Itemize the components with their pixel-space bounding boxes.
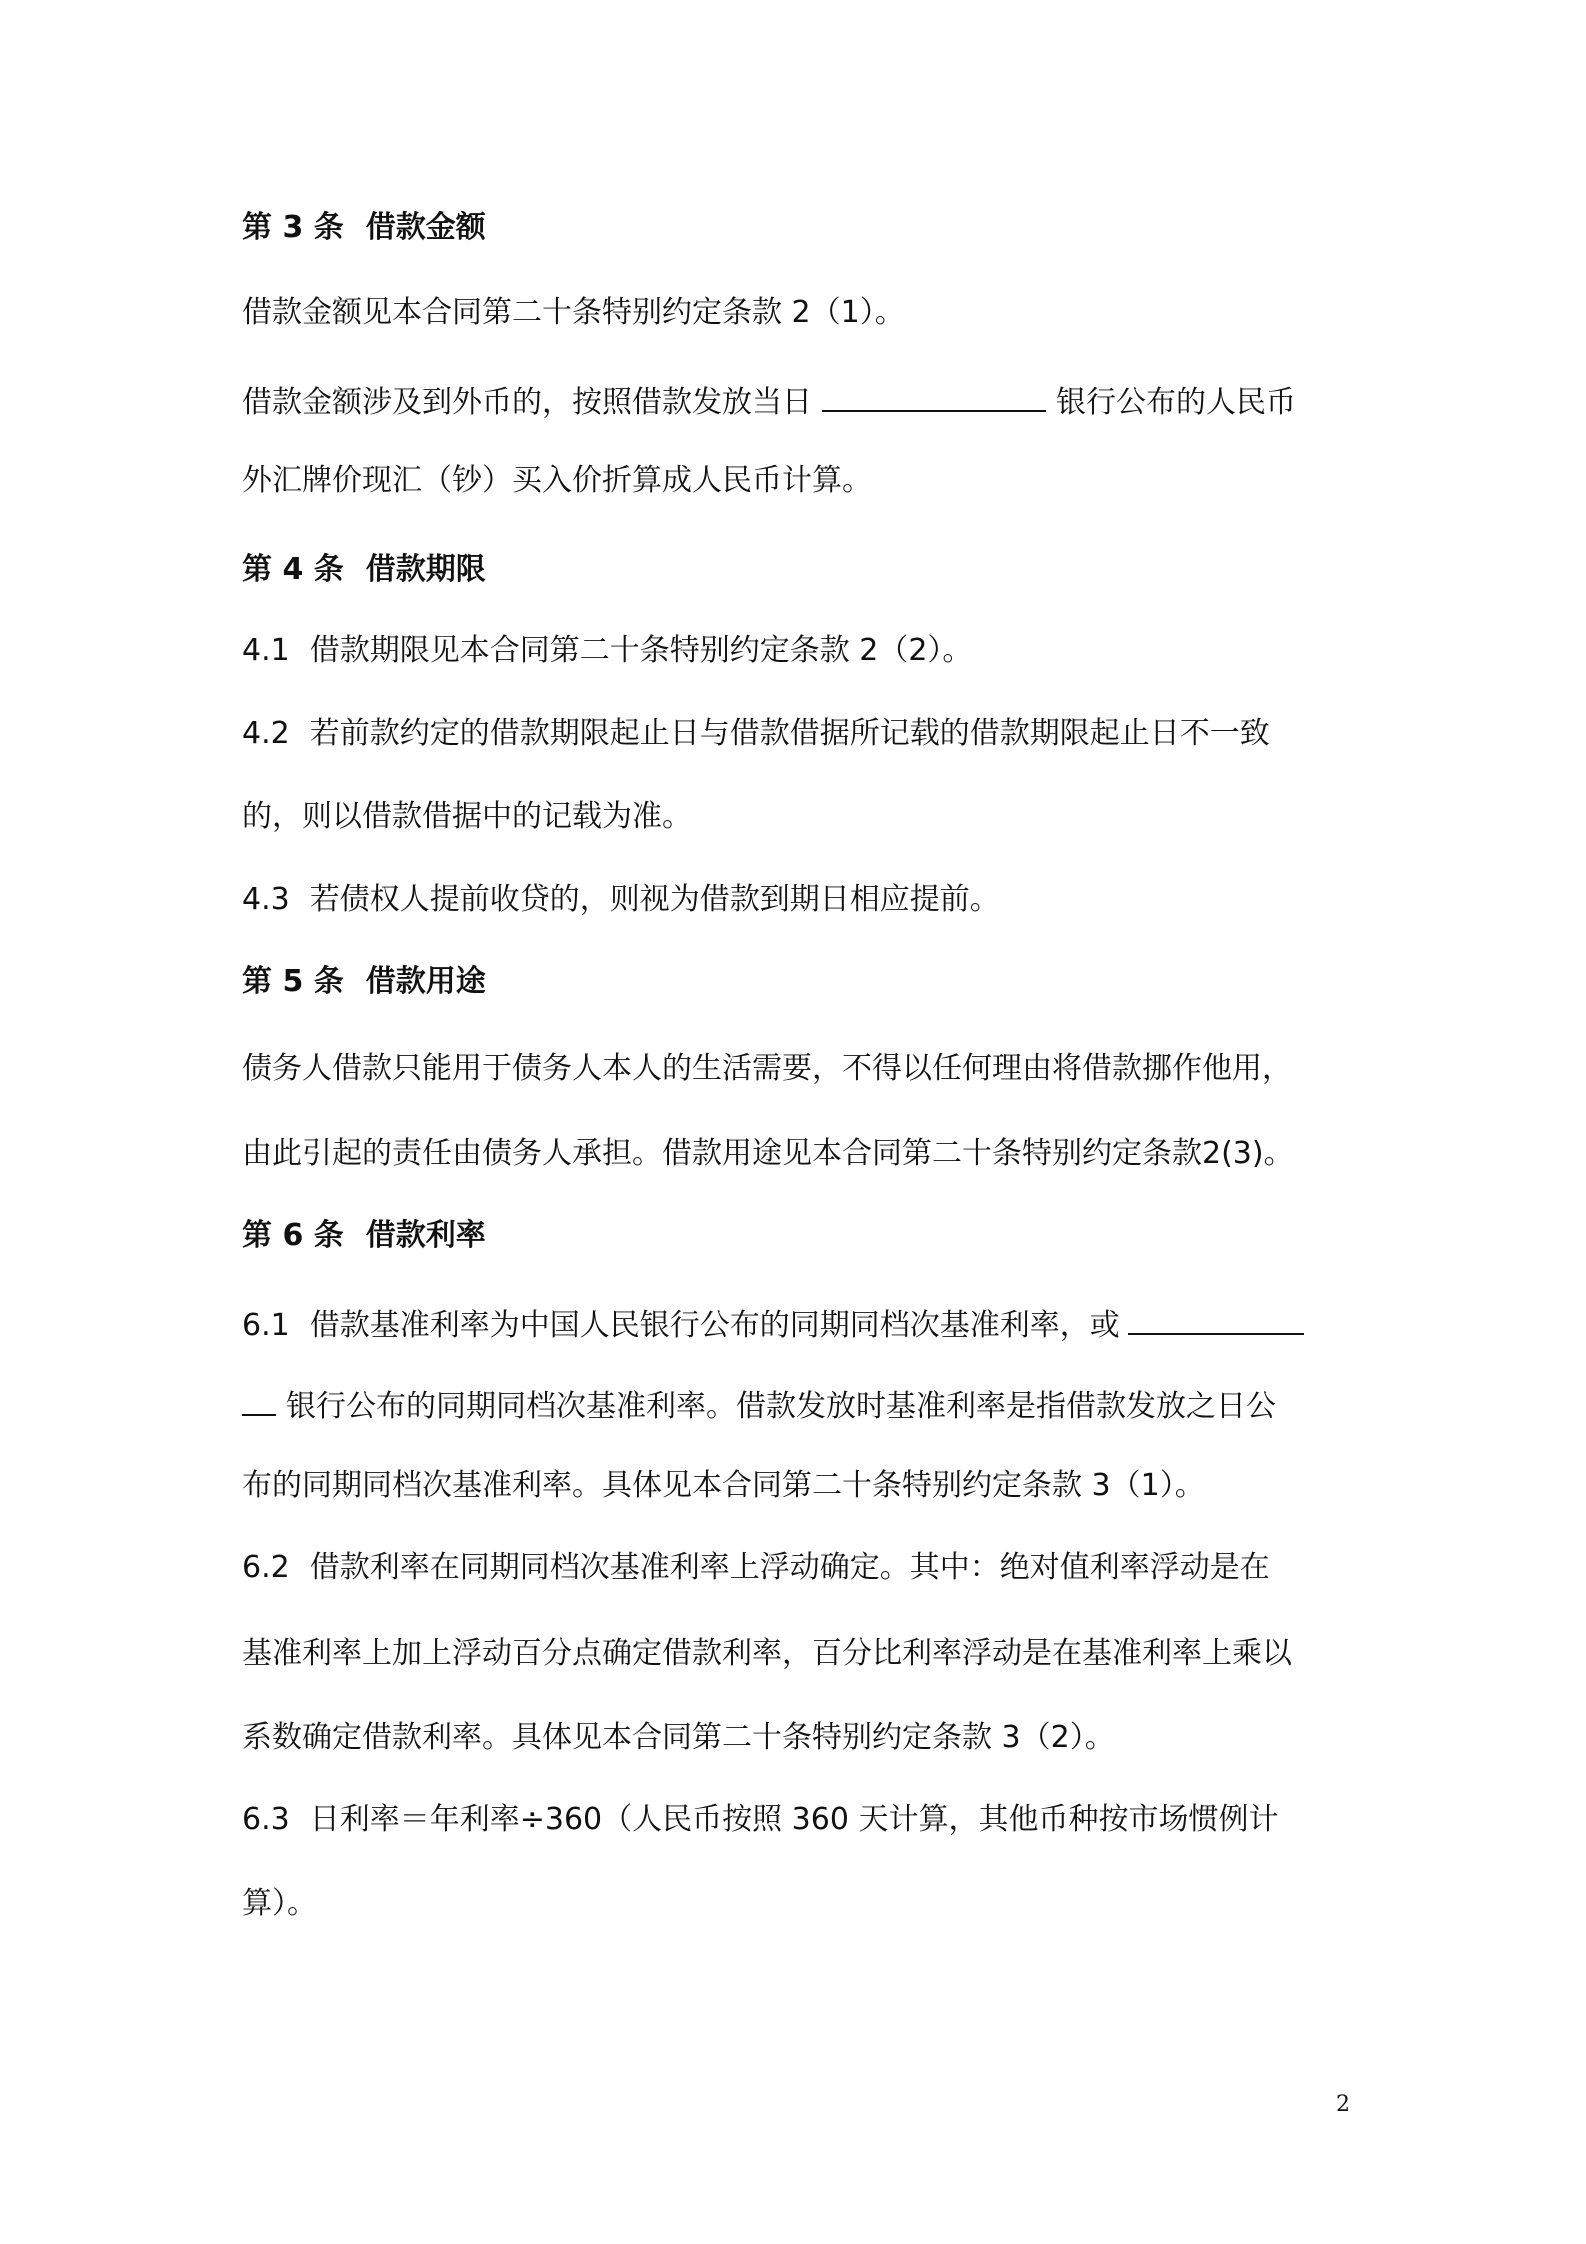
clause-6-2-continuation: 基准利率上加上浮动百分点确定借款利率，百分比利率浮动是在基准利率上乘以 bbox=[242, 1636, 1292, 1671]
paragraph: 借款金额见本合同第二十条特别约定条款 2（1）。 bbox=[242, 295, 905, 330]
clause-6-2-continuation: 系数确定借款利率。具体见本合同第二十条特别约定条款 3（2）。 bbox=[242, 1720, 1115, 1755]
article-5-heading bbox=[242, 962, 486, 1002]
article-title: 借款利率 bbox=[365, 1218, 486, 1253]
text-segment: 银行公布的人民币 bbox=[1056, 385, 1296, 420]
clause-number: 6.2 bbox=[242, 1550, 290, 1585]
paragraph bbox=[242, 380, 1296, 423]
clause-text: 若前款约定的借款期限起止日与借款借据所记载的借款期限起止日不一致 bbox=[309, 716, 1270, 751]
clause-6-1 bbox=[242, 1303, 1304, 1346]
clause-4-2-continuation: 的，则以借款借据中的记载为准。 bbox=[242, 799, 692, 834]
clause-text: 借款期限见本合同第二十条特别约定条款 2（2）。 bbox=[309, 633, 973, 668]
clause-text: 借款基准利率为中国人民银行公布的同期同档次基准利率，或 bbox=[309, 1308, 1120, 1343]
article-title: 借款金额 bbox=[365, 210, 486, 245]
clause-number: 4.1 bbox=[242, 633, 290, 668]
article-number: 第 3 条 bbox=[242, 210, 344, 245]
article-title: 借款用途 bbox=[365, 964, 486, 999]
article-number: 第 4 条 bbox=[242, 552, 344, 587]
text-segment: 借款金额涉及到外币的，按照借款发放当日 bbox=[242, 385, 812, 420]
clause-4-2 bbox=[242, 714, 1270, 754]
article-title: 借款期限 bbox=[365, 552, 486, 587]
clause-4-1 bbox=[242, 631, 972, 671]
clause-number: 6.3 bbox=[242, 1802, 290, 1837]
paragraph-continuation: 外汇牌价现汇（钞）买入价折算成人民币计算。 bbox=[242, 463, 872, 498]
clause-number: 6.1 bbox=[242, 1308, 290, 1343]
page-number: 2 bbox=[1336, 2092, 1350, 2117]
clause-6-1-continuation: 布的同期同档次基准利率。具体见本合同第二十条特别约定条款 3（1）。 bbox=[242, 1468, 1205, 1503]
bank-name-blank bbox=[1128, 1303, 1304, 1335]
article-number: 第 6 条 bbox=[242, 1218, 344, 1253]
clause-4-3 bbox=[242, 880, 1000, 920]
clause-text: 借款利率在同期同档次基准利率上浮动确定。其中：绝对值利率浮动是在 bbox=[309, 1550, 1270, 1585]
clause-text: 银行公布的同期同档次基准利率。借款发放时基准利率是指借款发放之日公 bbox=[286, 1389, 1276, 1424]
paragraph: 债务人借款只能用于债务人本人的生活需要，不得以任何理由将借款挪作他用， bbox=[242, 1051, 1292, 1086]
clause-6-3 bbox=[242, 1800, 1278, 1840]
clause-number: 4.3 bbox=[242, 882, 290, 917]
clause-text: 日利率＝年利率÷360（人民币按照 360 天计算，其他币种按市场惯例计 bbox=[309, 1802, 1279, 1837]
bank-name-blank bbox=[822, 380, 1046, 412]
clause-6-2 bbox=[242, 1548, 1270, 1588]
clause-6-3-continuation: 算）。 bbox=[242, 1886, 317, 1921]
bank-name-blank-end bbox=[242, 1384, 276, 1416]
paragraph-continuation: 由此引起的责任由债务人承担。借款用途见本合同第二十条特别约定条款2(3)。 bbox=[242, 1136, 1294, 1171]
article-number: 第 5 条 bbox=[242, 964, 344, 999]
article-4-heading bbox=[242, 550, 486, 590]
clause-number: 4.2 bbox=[242, 716, 290, 751]
article-3-heading bbox=[242, 208, 486, 248]
clause-text: 若债权人提前收贷的，则视为借款到期日相应提前。 bbox=[309, 882, 1000, 917]
article-6-heading bbox=[242, 1216, 486, 1256]
clause-6-1-continuation bbox=[242, 1384, 1276, 1427]
